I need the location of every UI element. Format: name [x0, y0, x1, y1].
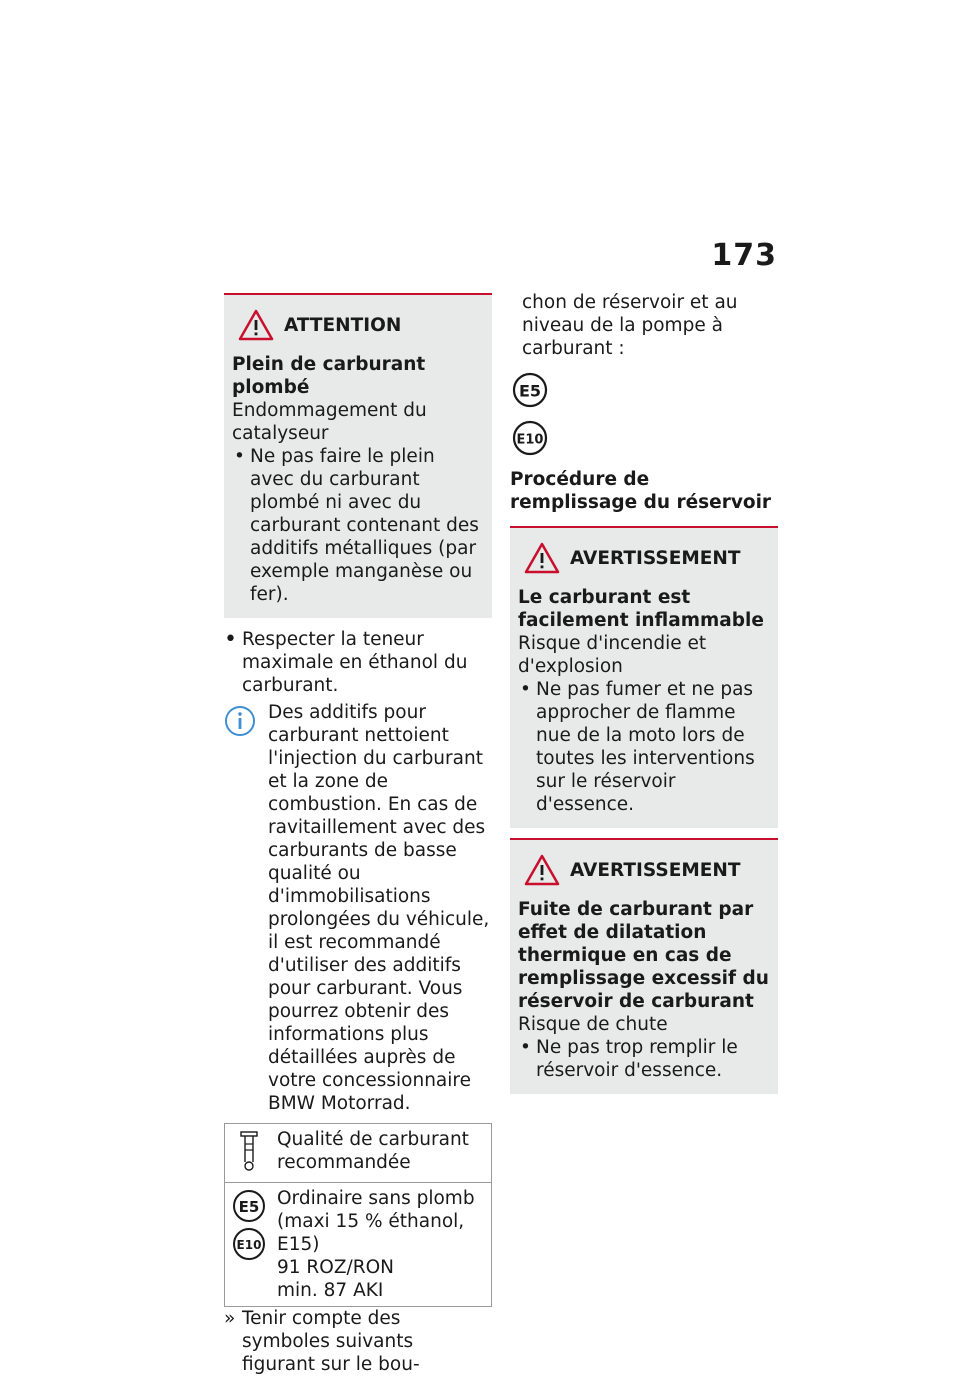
e10-symbol-icon	[510, 420, 550, 456]
section-title: Procédure de remplissage du réservoir	[510, 469, 772, 513]
attention-consequence: Endommagement du catalyseur	[232, 400, 427, 444]
fuel-line-3: E15)	[277, 1234, 320, 1255]
warning-2-header	[518, 854, 770, 886]
warning-2-bullet: • Ne pas trop remplir le réservoir d'essence.	[518, 1036, 770, 1082]
warning-1-consequence: Risque d'incendie et d'explosion	[518, 633, 707, 677]
e5-symbol-icon	[510, 372, 550, 408]
e10-badge-icon	[230, 1227, 268, 1261]
ethanol-bullet: • Respecter la teneur maximale en éthanol du carburant.	[224, 628, 492, 697]
attention-bullet: • Ne pas faire le plein avec du carburant plombé ni avec du carburant contenant des additifs métalliques (par exemple manganèse ou fer).	[232, 445, 484, 606]
attention-label: ATTENTION	[284, 314, 402, 336]
warning-box-2	[510, 838, 778, 1094]
attention-box	[224, 293, 492, 618]
warning-1-title: Le carburant est facilement inflammable	[518, 587, 764, 631]
fuel-line-4: 91 ROZ/RON	[277, 1257, 394, 1278]
table-row	[225, 1124, 492, 1183]
attention-header	[232, 309, 484, 341]
e10-symbol-text: E10	[516, 432, 544, 448]
left-column	[224, 293, 492, 1376]
warning-1-header	[518, 542, 770, 574]
warning-triangle-icon	[524, 542, 560, 574]
fuel-line-5: min. 87 AKI	[277, 1280, 384, 1301]
e5-symbol-text: E5	[518, 381, 542, 401]
e5-badge-icon	[230, 1189, 268, 1223]
attention-title: Plein de carburant plombé	[232, 354, 426, 398]
fuel-quality-table	[224, 1123, 492, 1307]
right-column	[510, 291, 778, 1094]
warning-2-consequence: Risque de chute	[518, 1014, 668, 1035]
fuel-line-2: (maxi 15 % éthanol,	[277, 1211, 465, 1232]
info-block	[224, 701, 492, 1115]
continuation-text: chon de réservoir et au niveau de la pompe à carburant :	[522, 292, 738, 359]
warning-triangle-icon	[238, 309, 274, 341]
warning-box-1	[510, 526, 778, 828]
table-header-text: Qualité de carburant recommandée	[273, 1124, 492, 1183]
step-instruction	[224, 1307, 492, 1376]
warning-1-bullet: • Ne pas fumer et ne pas approcher de flamme nue de la moto lors de toutes les interventions sur le réservoir d'essence.	[518, 678, 770, 816]
info-icon	[224, 705, 256, 737]
table-icon-cell	[225, 1124, 274, 1183]
table-icon-cell	[225, 1183, 274, 1307]
table-row	[225, 1183, 492, 1307]
info-text: Des additifs pour carburant nettoient l'injection du carburant et la zone de combustion. En cas de ravitaillement avec des carburants de basse qualité ou d'immobilisations prolongées du véhicule, il est recommandé d'utiliser des additifs pour carburant. Vous pourrez obtenir des informations plus détaillées auprès de votre concessionnaire BMW Motorrad.	[268, 702, 490, 1114]
warning-triangle-icon	[524, 854, 560, 886]
step-text: Tenir compte des symboles suivants figurant sur le bou-	[242, 1308, 420, 1375]
table-fuel-text	[273, 1183, 492, 1307]
step-marker: »	[224, 1308, 236, 1329]
warning-1-label: AVERTISSEMENT	[570, 547, 741, 569]
e5-badge-text: E5	[238, 1198, 260, 1216]
page-number: 173	[711, 238, 777, 273]
e10-badge-text: E10	[236, 1238, 262, 1252]
fuel-pump-nozzle-icon	[235, 1128, 263, 1172]
fuel-line-1: Ordinaire sans plomb	[277, 1188, 475, 1209]
warning-2-title: Fuite de carburant par effet de dilatation thermique en cas de remplissage excessif du réservoir de carburant	[518, 899, 769, 1012]
warning-2-label: AVERTISSEMENT	[570, 859, 741, 881]
